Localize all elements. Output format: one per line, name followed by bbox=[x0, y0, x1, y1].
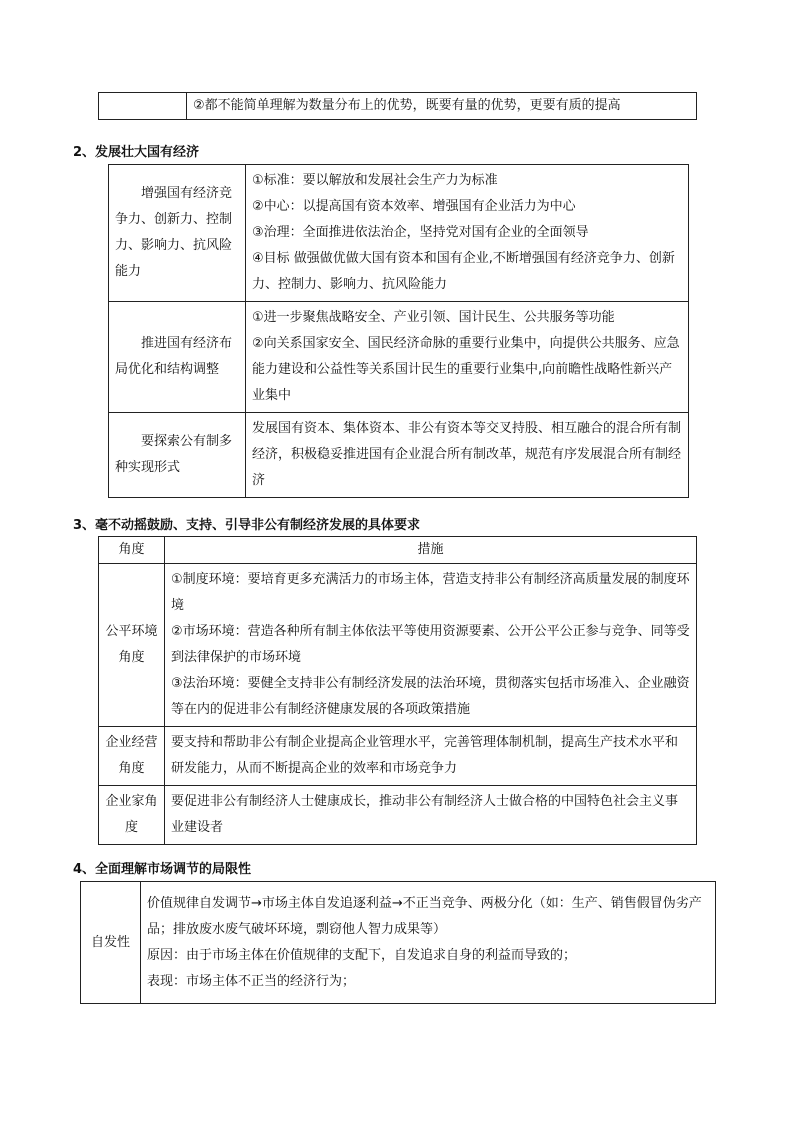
content-line: 价值规律自发调节→市场主体自发追逐利益→不正当竞争、两极分化（如：生产、销售假冒伪劣产品；排放废水废气破坏环境，剽窃他人智力成果等） bbox=[147, 895, 702, 937]
row-content bbox=[141, 882, 716, 1004]
content-line: 表现：市场主体不正当的经济行为； bbox=[147, 973, 356, 989]
section-heading-2: 2、发展壮大国有经济 bbox=[73, 145, 200, 160]
section-heading-4: 4、全面理解市场调节的局限性 bbox=[73, 862, 252, 877]
row-label: 推进国有经济布局优化和结构调整 bbox=[109, 302, 246, 413]
content-line: 原因：由于市场主体在价值规律的支配下，自发追求自身的利益而导致的； bbox=[147, 947, 577, 963]
table-row bbox=[99, 564, 697, 727]
empty-label-cell bbox=[99, 93, 187, 120]
content-line: ③法治环境：要健全支持非公有制经济发展的法治环境，贯彻落实包括市场准入、企业融资等在内的促进非公有制经济健康发展的各项政策措施 bbox=[171, 676, 690, 717]
table-cell: ②都不能简单理解为数量分布上的优势，既要有量的优势，更要有质的提高 bbox=[187, 93, 697, 120]
top-table bbox=[98, 92, 697, 120]
table-row bbox=[99, 93, 697, 120]
row-content bbox=[165, 727, 697, 786]
table-row bbox=[109, 413, 689, 498]
row-label: 增强国有经济竞争力、创新力、控制力、影响力、抗风险能力 bbox=[109, 165, 246, 302]
row-label: 公平环境角度 bbox=[99, 564, 165, 727]
row-label: 企业经营角度 bbox=[99, 727, 165, 786]
section-heading-3: 3、毫不动摇鼓励、支持、引导非公有制经济发展的具体要求 bbox=[73, 518, 421, 533]
table-state-economy bbox=[108, 164, 689, 498]
table-row bbox=[99, 727, 697, 786]
table-row bbox=[81, 882, 716, 1004]
content-line: 要促进非公有制经济人士健康成长，推动非公有制经济人士做合格的中国特色社会主义事业建设者 bbox=[171, 794, 679, 835]
content-line: ①进一步聚焦战略安全、产业引领、国计民生、公共服务等功能 bbox=[252, 310, 615, 325]
content-line: ④目标 做强做优做大国有资本和国有企业,不断增强国有经济竞争力、创新力、控制力、影响力、抗风险能力 bbox=[252, 251, 675, 292]
row-content bbox=[246, 413, 689, 498]
table-non-public-economy bbox=[98, 536, 697, 845]
row-content bbox=[165, 564, 697, 727]
table-market-limitations bbox=[80, 881, 716, 1004]
content-line: 要支持和帮助非公有制企业提高企业管理水平，完善管理体制机制，提高生产技术水平和研发能力，从而不断提高企业的效率和市场竞争力 bbox=[171, 735, 679, 776]
table-header-row bbox=[99, 537, 697, 564]
content-line: ②向关系国家安全、国民经济命脉的重要行业集中，向提供公共服务、应急能力建设和公益性等关系国计民生的重要行业集中,向前瞻性战略性新兴产业集中 bbox=[252, 336, 680, 403]
content-line: ③治理：全面推进依法治企，坚持党对国有企业的全面领导 bbox=[252, 225, 589, 240]
column-header-angle: 角度 bbox=[99, 537, 165, 564]
row-content bbox=[165, 786, 697, 845]
content-line: 发展国有资本、集体资本、非公有资本等交叉持股、相互融合的混合所有制经济，积极稳妥推进国有企业混合所有制改革，规范有序发展混合所有制经济 bbox=[252, 421, 682, 488]
content-line: ②市场环境：营造各种所有制主体依法平等使用资源要素、公开公平公正参与竞争、同等受到法律保护的市场环境 bbox=[171, 624, 690, 665]
content-line: ①标准：要以解放和发展社会生产力为标准 bbox=[252, 173, 498, 188]
row-content bbox=[246, 165, 689, 302]
row-label: 自发性 bbox=[81, 882, 141, 1004]
row-label: 企业家角度 bbox=[99, 786, 165, 845]
table-row bbox=[109, 165, 689, 302]
row-label: 要探索公有制多种实现形式 bbox=[109, 413, 246, 498]
content-line: ②中心：以提高国有资本效率、增强国有企业活力为中心 bbox=[252, 199, 576, 214]
table-row bbox=[109, 302, 689, 413]
column-header-measures: 措施 bbox=[165, 537, 697, 564]
row-content bbox=[246, 302, 689, 413]
content-line: ①制度环境：要培育更多充满活力的市场主体，营造支持非公有制经济高质量发展的制度环境 bbox=[171, 572, 690, 613]
table-row bbox=[99, 786, 697, 845]
